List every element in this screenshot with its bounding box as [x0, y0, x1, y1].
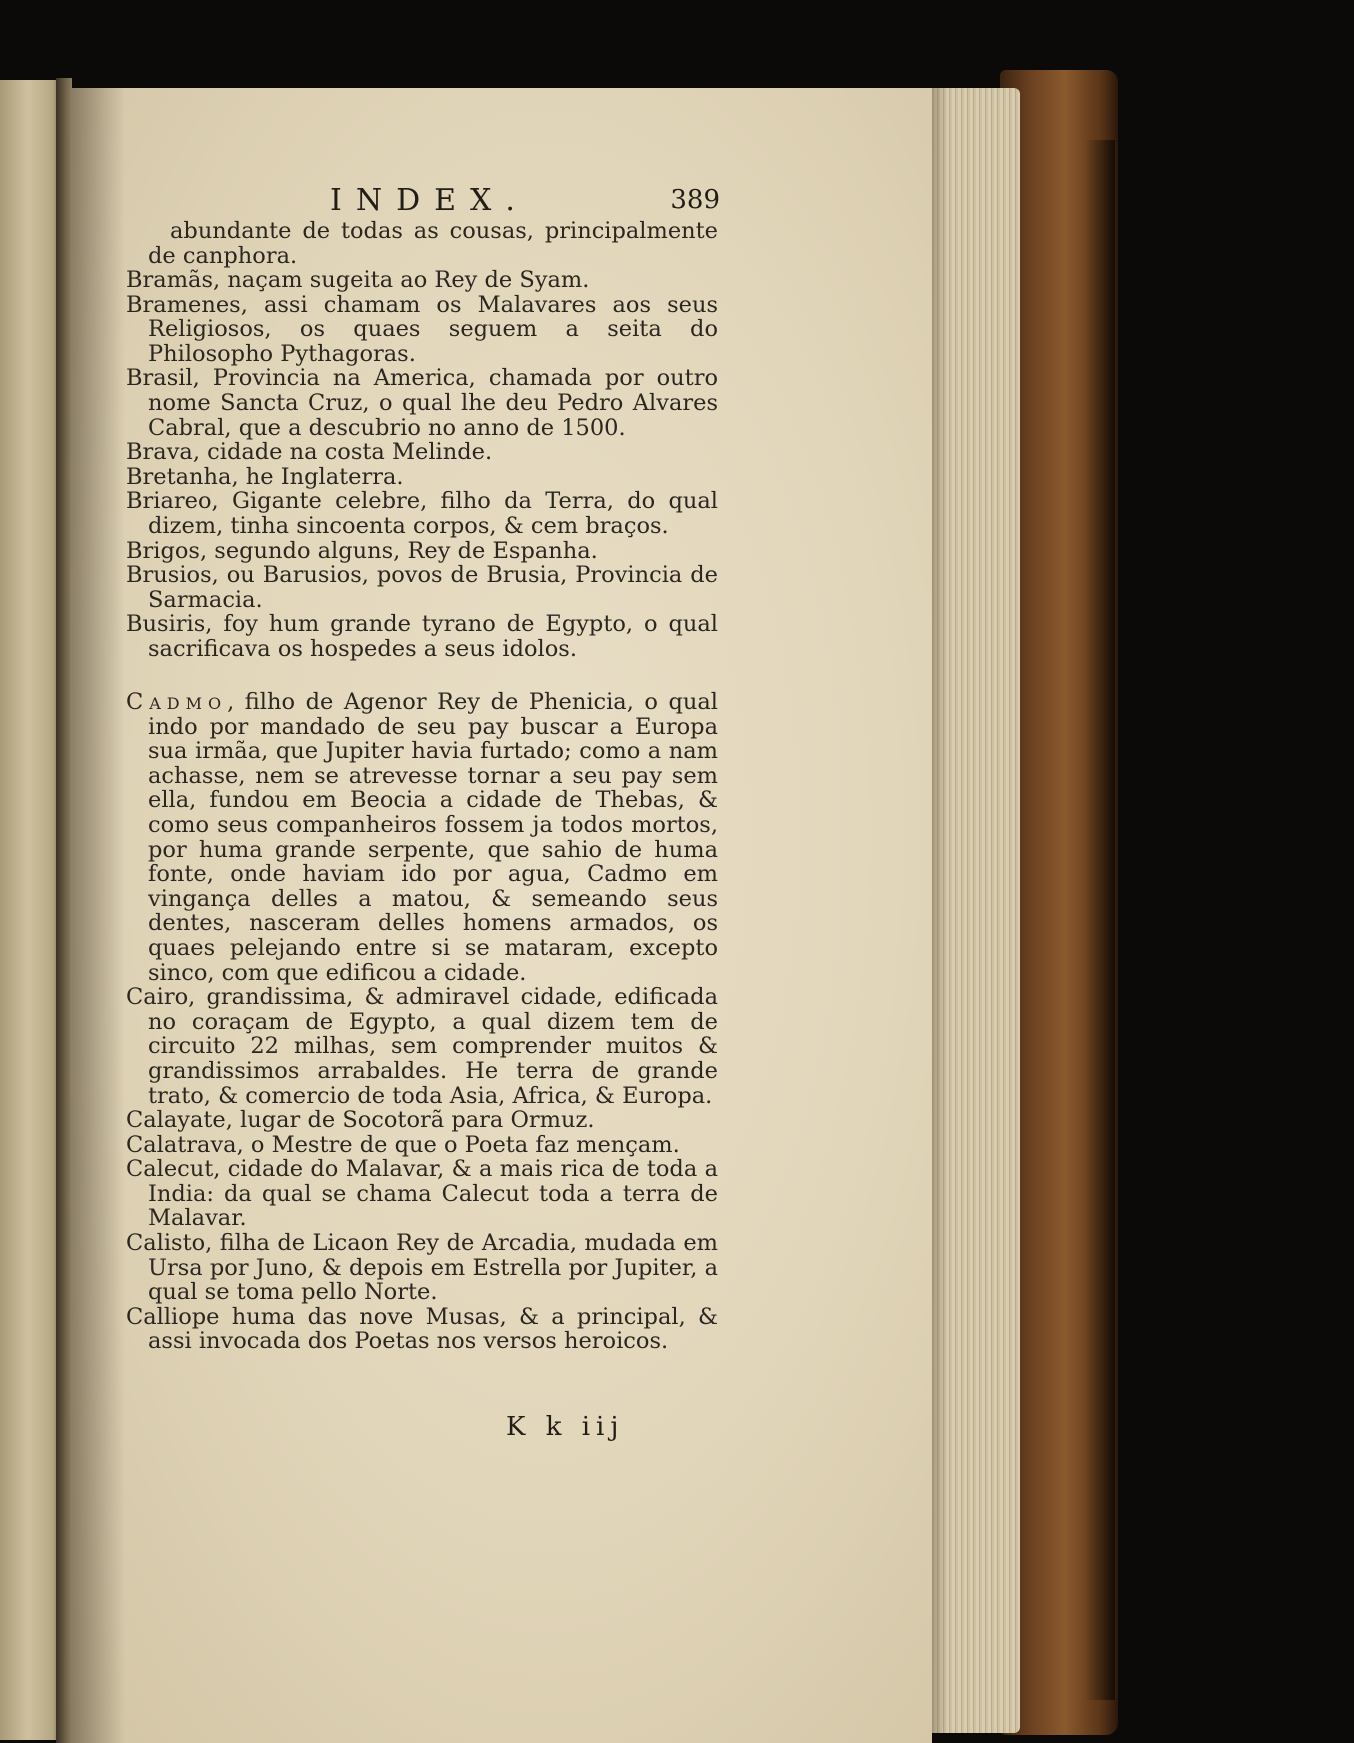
index-entry [126, 563, 718, 612]
index-entry [126, 1133, 718, 1158]
entry-text: , grandissima, & admiravel cidade, edificada no coraçam de Egypto, a qual dizem tem de circuito 22 milhas, sem comprender muitos & grandissimos arrabaldes. He terra de grande trato, & comercio de toda Asia, Africa, & Europa. [148, 984, 718, 1109]
entry-term: Calecut [126, 1156, 214, 1183]
index-entry [126, 1157, 718, 1231]
entry-term: Cairo [126, 984, 189, 1011]
entry-term: Brusios [126, 562, 212, 589]
index-entry [126, 1108, 718, 1133]
entry-text: , Gigante celebre, filho da Terra, do qual dizem, tinha sincoenta corpos, & cem braços. [148, 488, 718, 539]
index-entry [126, 366, 718, 440]
index-entry [126, 690, 718, 985]
facing-page-edge [0, 80, 62, 1740]
continuation-text: abundante de todas as cousas, principalmente de canphora. [148, 218, 718, 269]
entry-term: Calatrava [126, 1131, 237, 1158]
index-entry [126, 1231, 718, 1305]
entry-term: Calayate [126, 1107, 226, 1134]
entry-term: Brasil [126, 365, 193, 392]
entry-text: , cidade na costa Melinde. [192, 439, 493, 466]
entries-b [126, 268, 718, 662]
signature-mark: K k iij [506, 1412, 625, 1442]
entry-term: Brava [126, 439, 193, 466]
cover-shadow [1085, 140, 1115, 1700]
entry-term: Calliope [126, 1303, 220, 1330]
page-gutter-shadow [70, 88, 125, 1743]
running-header [330, 183, 720, 218]
entry-term: Briareo [126, 488, 212, 515]
entry-text: , o Mestre de que o Poeta faz mençam. [236, 1131, 680, 1158]
entry-text: , segundo alguns, Rey de Espanha. [199, 537, 598, 564]
entry-term: Cadmo [126, 689, 228, 715]
index-entry [126, 539, 718, 564]
index-entry [126, 612, 718, 661]
entry-term: Bramenes [126, 291, 241, 318]
entry-text: , filho de Agenor Rey de Phenicia, o qual indo por mandado de seu pay buscar a Europa sua irmãa, que Jupiter havia furtado; como a nam achasse, nem se atrevesse tornar a seu pay sem ella, fundou em Beocia a cidade de Thebas, & como seus companheiros fossem ja todos mortos, por huma grande serpente, que sahio de huma fonte, onde haviam ido por agua, Cadmo em vingança delles a matou, & semeando seus dentes, nasceram delles homens armados, os quaes pelejando entre si se mataram, excepto sinco, com que edificou a cidade. [148, 689, 718, 986]
entry-term: Bramãs [126, 267, 214, 293]
entry-text: , Provincia na America, chamada por outro nome Sancta Cruz, o qual lhe deu Pedro Alvares Cabral, que a descubrio no anno de 1500. [148, 365, 718, 441]
entry-text: , naçam sugeita ao Rey de Syam. [213, 267, 590, 293]
entry-text: , lugar de Socotorã para Ormuz. [225, 1107, 595, 1134]
header-title: INDEX. [330, 183, 529, 218]
entry-text: , foy hum grande tyrano de Egypto, o qual sacrificava os hospedes a seus idolos. [148, 611, 718, 662]
page-number: 389 [670, 185, 720, 215]
index-entry [126, 440, 718, 465]
entry-term: Brigos [126, 537, 200, 564]
index-entry [126, 268, 718, 293]
entry-text: , assi chamam os Malavares aos seus Religiosos, os quaes seguem a seita do Philosopho Pythagoras. [148, 291, 718, 367]
index-entry [126, 465, 718, 490]
index-entry [126, 985, 718, 1108]
index-entry [126, 293, 718, 367]
entry-text: , he Inglaterra. [231, 463, 404, 490]
entry-text: , ou Barusios, povos de Brusia, Provincia de Sarmacia. [148, 562, 718, 613]
entry-text: huma das nove Musas, & a principal, & assi invocada dos Poetas nos versos heroicos. [148, 1303, 718, 1355]
continuation-entry [126, 219, 718, 268]
entry-text: , filha de Licaon Rey de Arcadia, mudada em Ursa por Juno, & depois em Estrella por Jupiter, a qual se toma pello Norte. [148, 1230, 718, 1306]
entry-term: Busiris [126, 611, 206, 638]
entry-term: Calisto [126, 1230, 206, 1257]
index-entry [126, 489, 718, 538]
index-entry [126, 1305, 718, 1354]
entry-term: Bretanha [126, 463, 232, 490]
entries-c [126, 690, 718, 1354]
entry-text: , cidade do Malavar, & a mais rica de toda a India: da qual se chama Calecut toda a terra de Malavar. [148, 1156, 718, 1232]
